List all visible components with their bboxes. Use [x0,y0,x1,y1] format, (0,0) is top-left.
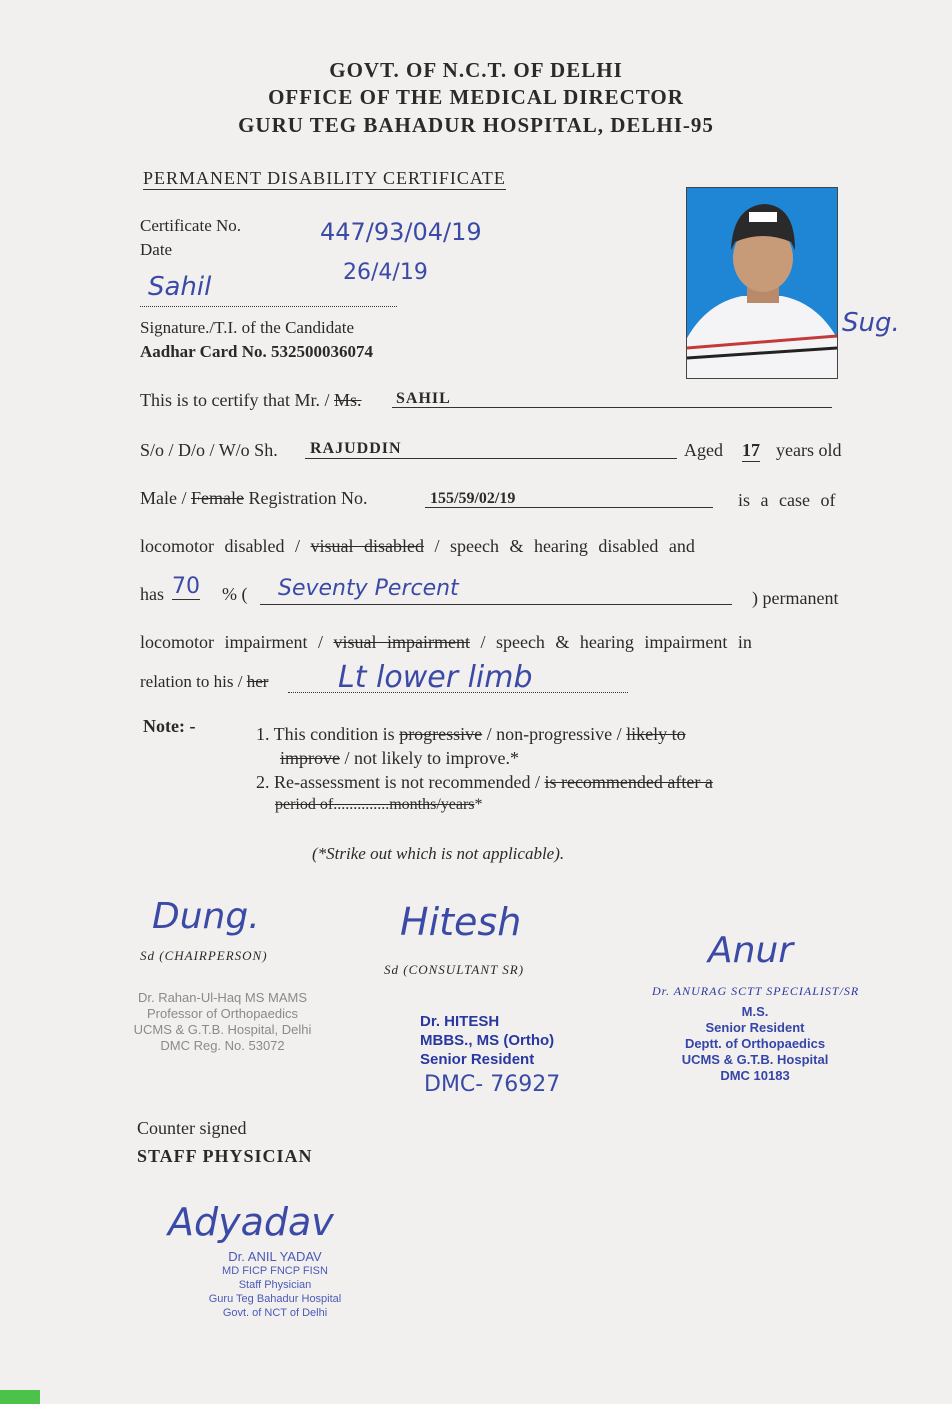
senior-specialist-stamp [650,1004,860,1084]
note-2-struck-recommended: is recommended after a [544,772,713,792]
chairperson-stamp-line: Professor of Orthopaedics [146,1006,299,1021]
counter-signed-label: Counter signed [137,1118,247,1138]
relation-prefix: S/o / D/o / W/o Sh. [140,440,278,460]
green-edge-mark [0,1390,40,1404]
aged-label: Aged [684,440,723,460]
aadhar-card: Aadhar Card No. 532500036074 [140,342,373,361]
note-1-text-c: / not likely to improve.* [344,748,519,768]
speech-hearing-disabled: / speech & hearing disabled and [434,536,695,556]
photo-illustration [687,188,837,378]
visual-disabled-struck: visual disabled [310,536,424,556]
affected-limb: Lt lower limb [338,660,533,695]
note-1-text-b: / non-progressive / [486,724,622,744]
impairment-line [140,632,752,653]
consultant-stamp-line: MBBS., MS (Ortho) [420,1032,555,1049]
staff-physician-label: STAFF PHYSICIAN [137,1146,313,1166]
note-1-line-2 [280,748,519,769]
name-underline [392,407,832,408]
certify-prefix: This is to certify that Mr. / [140,390,334,410]
chairperson-stamp-line: Dr. Rahan-Ul-Haq MS MAMS [137,990,308,1005]
staff-physician-stamp [180,1250,370,1320]
note-2-struck-period: period of..............months/years [275,796,475,813]
age-value: 17 [742,440,760,460]
visual-impairment-struck: visual impairment [333,632,470,652]
consultant-dmc: DMC- 76927 [424,1072,561,1097]
note-1-struck-likely: likely to [626,724,686,744]
male-label: Male / [140,488,187,508]
candidate-photo [686,187,838,379]
header-line-3: GURU TEG BAHADUR HOSPITAL, DELHI-95 [238,113,714,137]
date-value: 26/4/19 [343,260,428,285]
strike-out-note: (*Strike out which is not applicable). [312,844,565,863]
note-1-text-a: 1. This condition is [256,724,395,744]
signature-label: Signature./T.I. of the Candidate [140,318,355,337]
staff-stamp-line: MD FICP FNCP FISN [222,1265,328,1277]
senior-specialist-stamp-line: M.S. [741,1004,769,1019]
consultant-stamp [420,1012,590,1069]
chairperson-stamp-line: UCMS & G.T.B. Hospital, Delhi [133,1022,312,1037]
relation-to-prefix: relation to his / [140,672,243,691]
senior-specialist-stamp-line: Deptt. of Orthopaedics [684,1036,826,1051]
staff-stamp-line: Dr. ANIL YADAV [228,1249,322,1264]
senior-specialist-stamp-line: Senior Resident [705,1020,805,1035]
father-name: RAJUDDIN [310,440,402,457]
certify-line [140,390,362,411]
cert-no-label: Certificate No. [140,216,242,235]
staff-stamp-line: Staff Physician [238,1279,312,1291]
chairperson-signature: Dung. [152,896,260,937]
percent-words: Seventy Percent [278,576,459,601]
permanent-label: ) permanent [752,588,839,608]
percent-symbol: % ( [222,584,248,604]
consultant-stamp-line: Dr. HITESH [420,1013,500,1030]
candidate-name: SAHIL [396,390,451,407]
signature-line [140,306,397,307]
chairperson-title: Sd (CHAIRPERSON) [140,948,268,963]
staff-stamp-line: Guru Teg Bahadur Hospital [208,1293,342,1305]
senior-specialist-stamp-line: UCMS & G.T.B. Hospital [681,1052,829,1067]
note-1-struck-improve: improve [280,748,340,768]
note-2-star: * [474,796,483,813]
senior-specialist-stamp-line: DMC 10183 [720,1068,790,1083]
speech-hearing-impairment: / speech & hearing impairment in [480,632,752,652]
female-struck: Female [191,488,244,508]
chairperson-stamp-line: DMC Reg. No. 53072 [160,1038,285,1053]
candidate-signature: Sahil [148,272,212,302]
chairperson-stamp [110,990,335,1054]
registration-label: Registration No. [248,488,368,508]
gender-line [140,488,367,509]
years-old-label: years old [776,440,842,460]
note-2-line-1 [256,772,713,793]
note-1-struck-progressive: progressive [399,724,483,744]
locomotor-disabled: locomotor disabled / [140,536,300,556]
percent-words-underline [260,604,732,605]
senior-specialist-title: Dr. ANURAG SCTT SPECIALIST/SR [652,984,860,998]
her-struck: her [246,672,269,691]
header-line-2: OFFICE OF THE MEDICAL DIRECTOR [268,85,684,109]
note-2-line-2 [275,796,483,814]
percent-value: 70 [172,574,200,599]
has-label: has [140,584,164,604]
certificate-title: PERMANENT DISABILITY CERTIFICATE [143,168,506,188]
case-of-label: is a case of [738,490,836,510]
note-label: Note: - [143,716,196,736]
consultant-stamp-line: Senior Resident [420,1051,535,1068]
staff-physician-signature: Adyadav [168,1200,334,1244]
registration-number: 155/59/02/19 [430,490,516,507]
note-2-text-a: 2. Re-assessment is not recommended / [256,772,540,792]
date-label: Date [140,240,173,259]
note-1-line-1 [256,724,686,745]
cert-no-value: 447/93/04/19 [320,218,482,246]
photo-signature: Sug. [842,308,900,338]
senior-specialist-signature: Anur [708,930,794,971]
father-underline [305,458,677,459]
consultant-title: Sd (CONSULTANT SR) [384,962,525,977]
staff-stamp-line: Govt. of NCT of Delhi [222,1307,328,1319]
certify-struck: Ms. [333,390,362,410]
disability-line [140,536,695,557]
locomotor-impairment: locomotor impairment / [140,632,323,652]
relation-to-line [140,672,268,692]
consultant-signature: Hitesh [400,900,522,944]
header-line-1: GOVT. OF N.C.T. OF DELHI [329,58,623,82]
